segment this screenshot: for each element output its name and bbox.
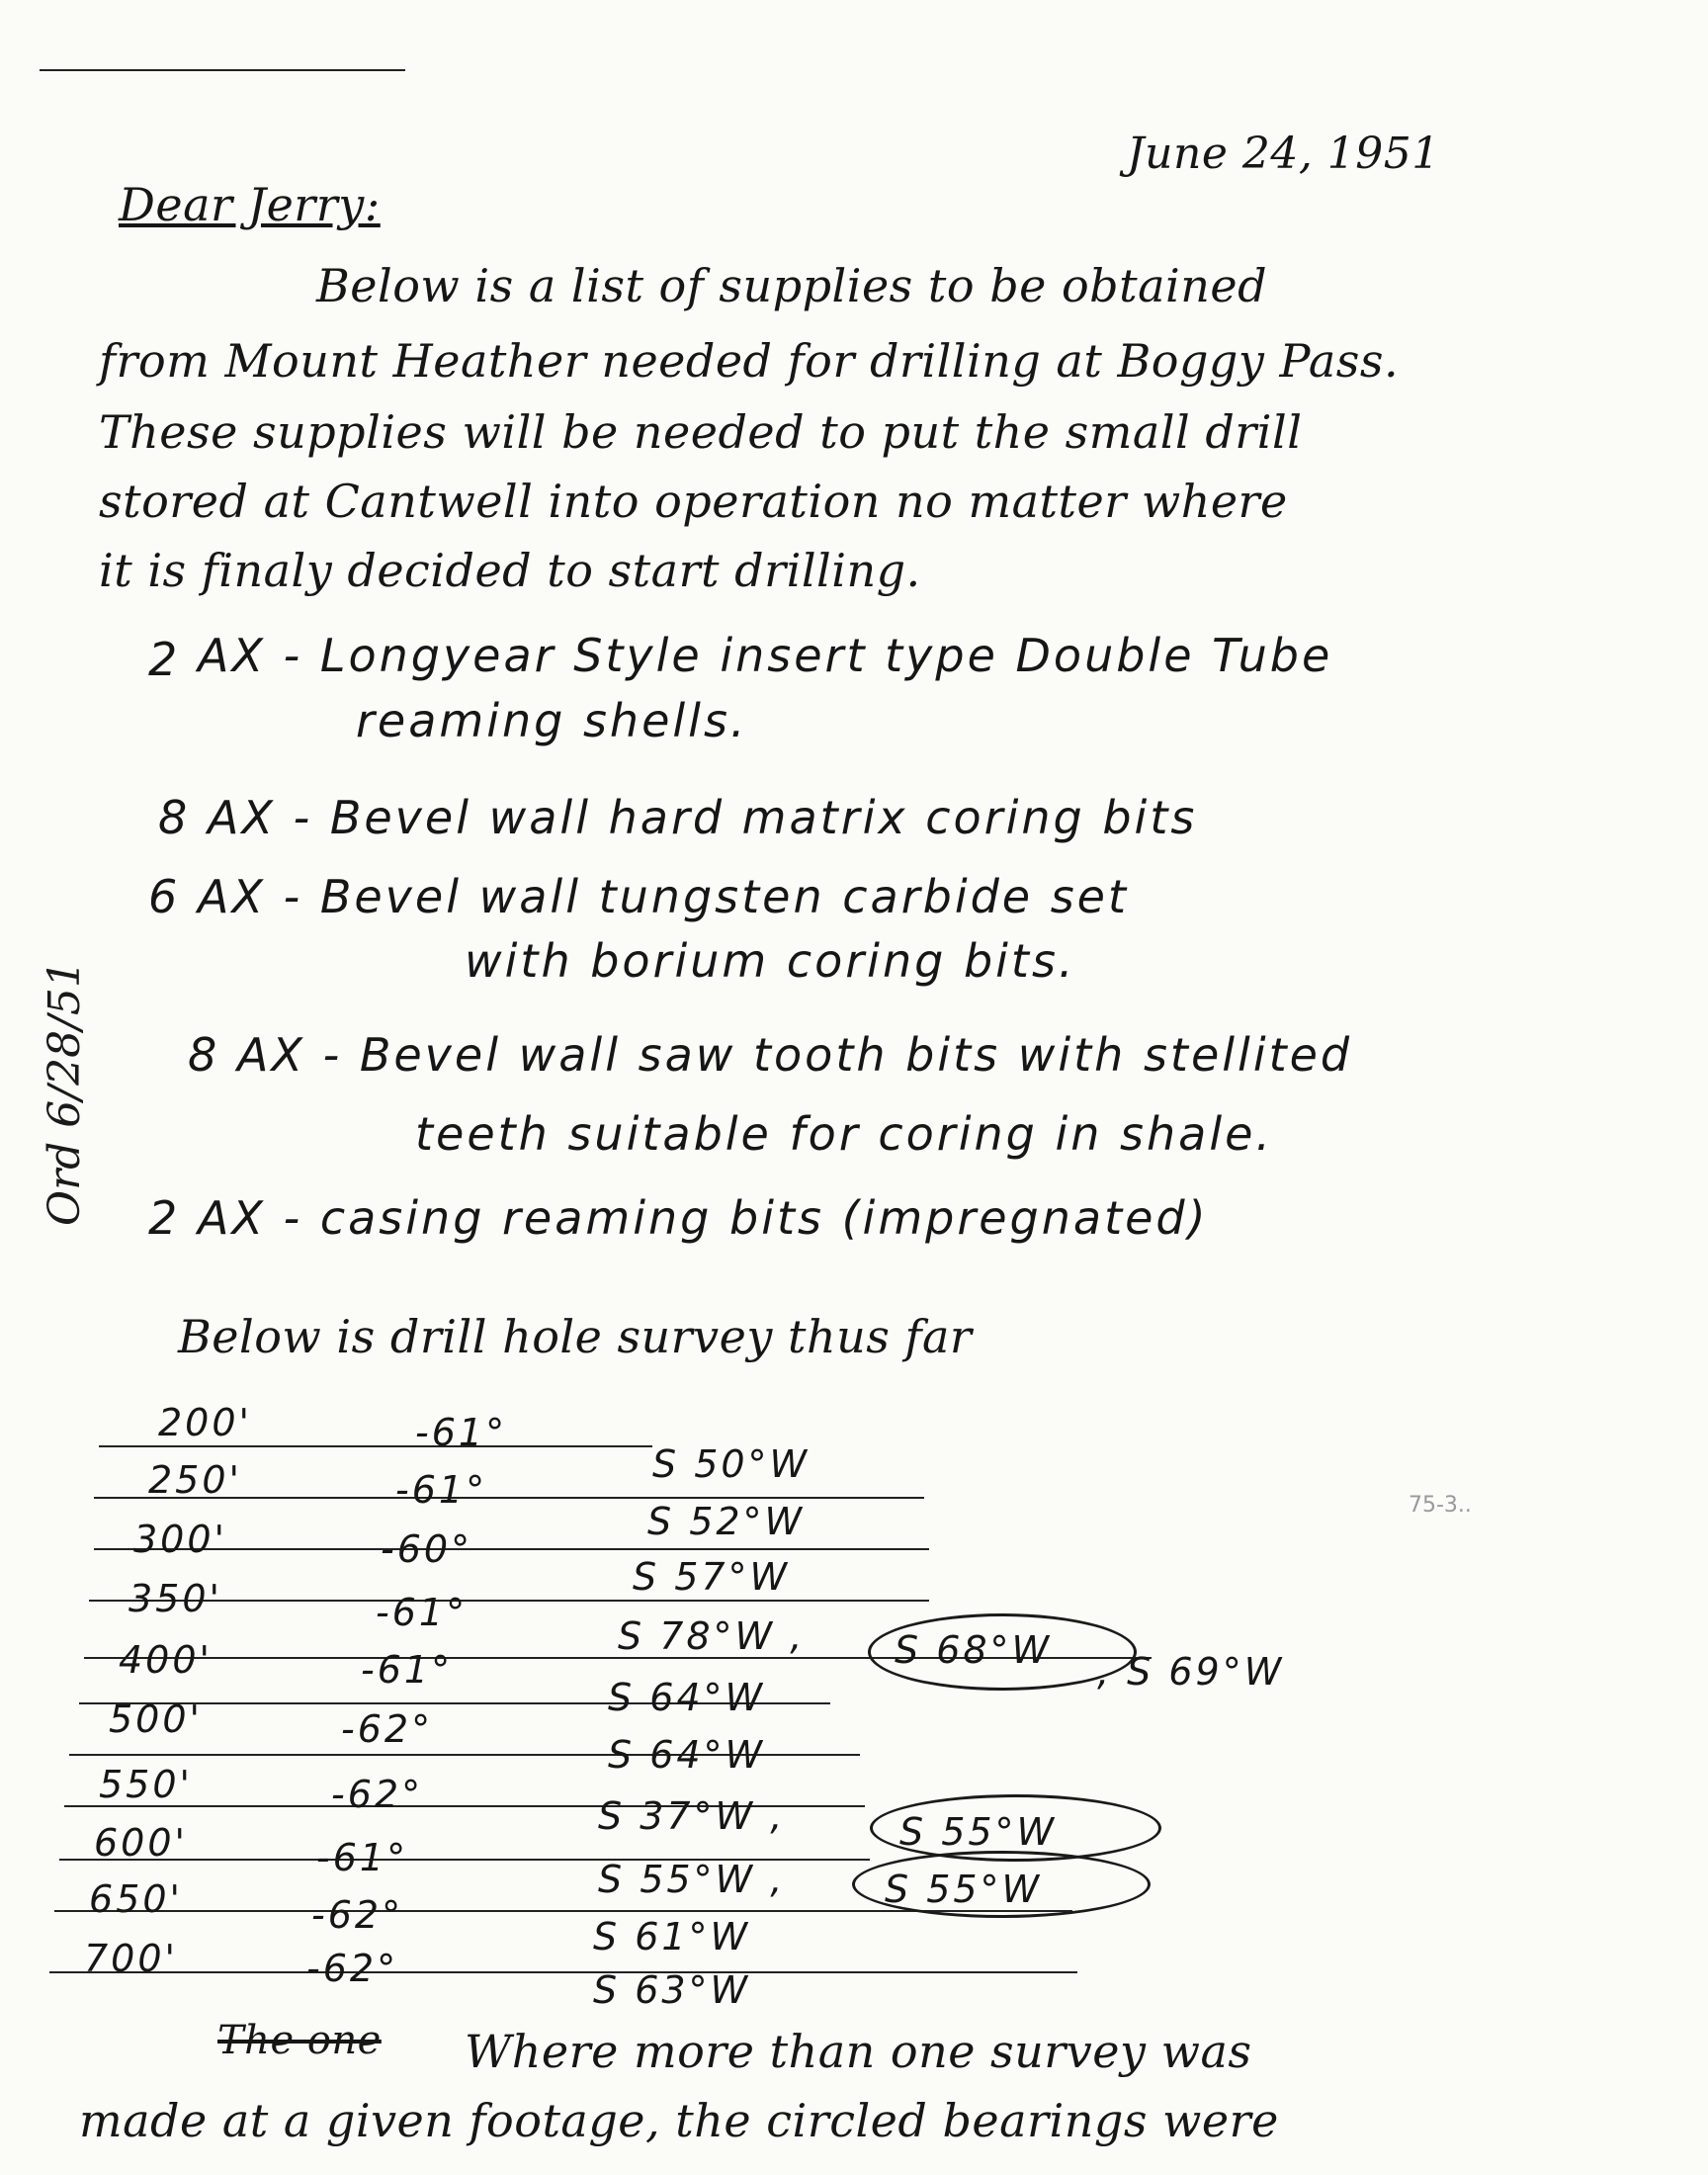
supply-qty-3: 6: [148, 870, 181, 923]
survey-angle-5: -61°: [361, 1648, 454, 1692]
top-rule: [40, 69, 405, 71]
salutation: Dear Jerry:: [119, 178, 381, 231]
supply-item-2: AX - Bevel wall hard matrix coring bits: [208, 791, 1198, 844]
circled-bearing-350: [868, 1613, 1137, 1691]
survey-angle-3: -60°: [381, 1527, 473, 1571]
survey-angle-7: -62°: [331, 1773, 424, 1816]
survey-angle-6: -62°: [341, 1707, 434, 1751]
corner-mark: 75-3..: [1409, 1493, 1472, 1518]
closing-line-1: Where more than one survey was: [465, 2025, 1252, 2078]
survey-bearing-7: S 37°W ,: [598, 1794, 786, 1838]
survey-bearing-8: S 55°W ,: [598, 1858, 786, 1901]
supply-item-3: AX - Bevel wall tungsten carbide set: [198, 870, 1130, 923]
circled-bearing-600: [852, 1851, 1151, 1918]
survey-depth-8: 600': [94, 1821, 188, 1865]
survey-bearing-2: S 52°W: [647, 1500, 806, 1543]
survey-bearing-1: S 50°W: [652, 1442, 811, 1486]
survey-angle-2: -61°: [395, 1468, 488, 1512]
survey-bearing-5: S 64°W: [608, 1676, 766, 1719]
survey-bearing-9: S 61°W: [593, 1915, 751, 1958]
supply-qty-4: 8: [188, 1028, 220, 1082]
closing-struck-text: The one: [217, 2018, 382, 2063]
survey-bearing-3: S 57°W: [633, 1555, 791, 1599]
survey-depth-9: 650': [89, 1877, 183, 1921]
survey-heading: Below is drill hole survey thus far: [178, 1310, 973, 1363]
survey-angle-1: -61°: [415, 1411, 508, 1454]
survey-angle-8: -61°: [316, 1836, 409, 1879]
survey-alt2-bearing-4: , S 69°W: [1097, 1650, 1285, 1694]
survey-angle-4: -61°: [376, 1591, 469, 1634]
survey-angle-10: -62°: [306, 1947, 399, 1990]
intro-line-5: it is finaly decided to start drilling.: [99, 544, 921, 597]
supply-cont-3: with borium coring bits.: [465, 934, 1076, 988]
supply-qty-5: 2: [148, 1191, 181, 1245]
margin-received-note: Ord 6/28/51: [40, 960, 90, 1226]
intro-line-1: Below is a list of supplies to be obtained: [316, 259, 1268, 312]
survey-bearing-4: S 78°W ,: [618, 1614, 806, 1658]
survey-alt-bearing-8: S 55°W: [885, 1868, 1043, 1911]
survey-angle-9: -62°: [311, 1893, 404, 1937]
supply-cont-4: teeth suitable for coring in shale.: [415, 1107, 1274, 1161]
survey-depth-4: 350': [128, 1577, 222, 1620]
survey-depth-5: 400': [119, 1638, 213, 1682]
survey-depth-6: 500': [109, 1697, 203, 1741]
survey-rule-1: [99, 1445, 652, 1447]
survey-depth-3: 300': [133, 1518, 227, 1561]
survey-depth-7: 550': [99, 1763, 193, 1806]
supply-qty-1: 2: [148, 633, 181, 686]
intro-line-4: stored at Cantwell into operation no matter where: [99, 475, 1288, 528]
letter-date: June 24, 1951: [1127, 129, 1440, 179]
survey-alt-bearing-4: S 68°W: [895, 1628, 1053, 1672]
intro-line-3: These supplies will be needed to put the small drill: [99, 405, 1303, 459]
survey-alt-bearing-7: S 55°W: [899, 1810, 1058, 1854]
supply-qty-2: 8: [158, 791, 191, 844]
survey-depth-10: 700': [84, 1937, 178, 1980]
survey-depth-2: 250': [148, 1458, 242, 1502]
survey-bearing-6: S 64°W: [608, 1733, 766, 1777]
supply-item-4: AX - Bevel wall saw tooth bits with stellited: [237, 1028, 1353, 1082]
survey-rule-11: [49, 1971, 1077, 1973]
supply-cont-1: reaming shells.: [356, 694, 748, 747]
survey-depth-1: 200': [158, 1401, 252, 1444]
supply-item-5: AX - casing reaming bits (impregnated): [198, 1191, 1209, 1245]
survey-bearing-10: S 63°W: [593, 1968, 751, 2012]
supply-item-1: AX - Longyear Style insert type Double Tube: [198, 629, 1333, 682]
intro-line-2: from Mount Heather needed for drilling at Boggy Pass.: [99, 334, 1400, 388]
closing-line-2: made at a given footage, the circled bearings were: [79, 2094, 1279, 2147]
